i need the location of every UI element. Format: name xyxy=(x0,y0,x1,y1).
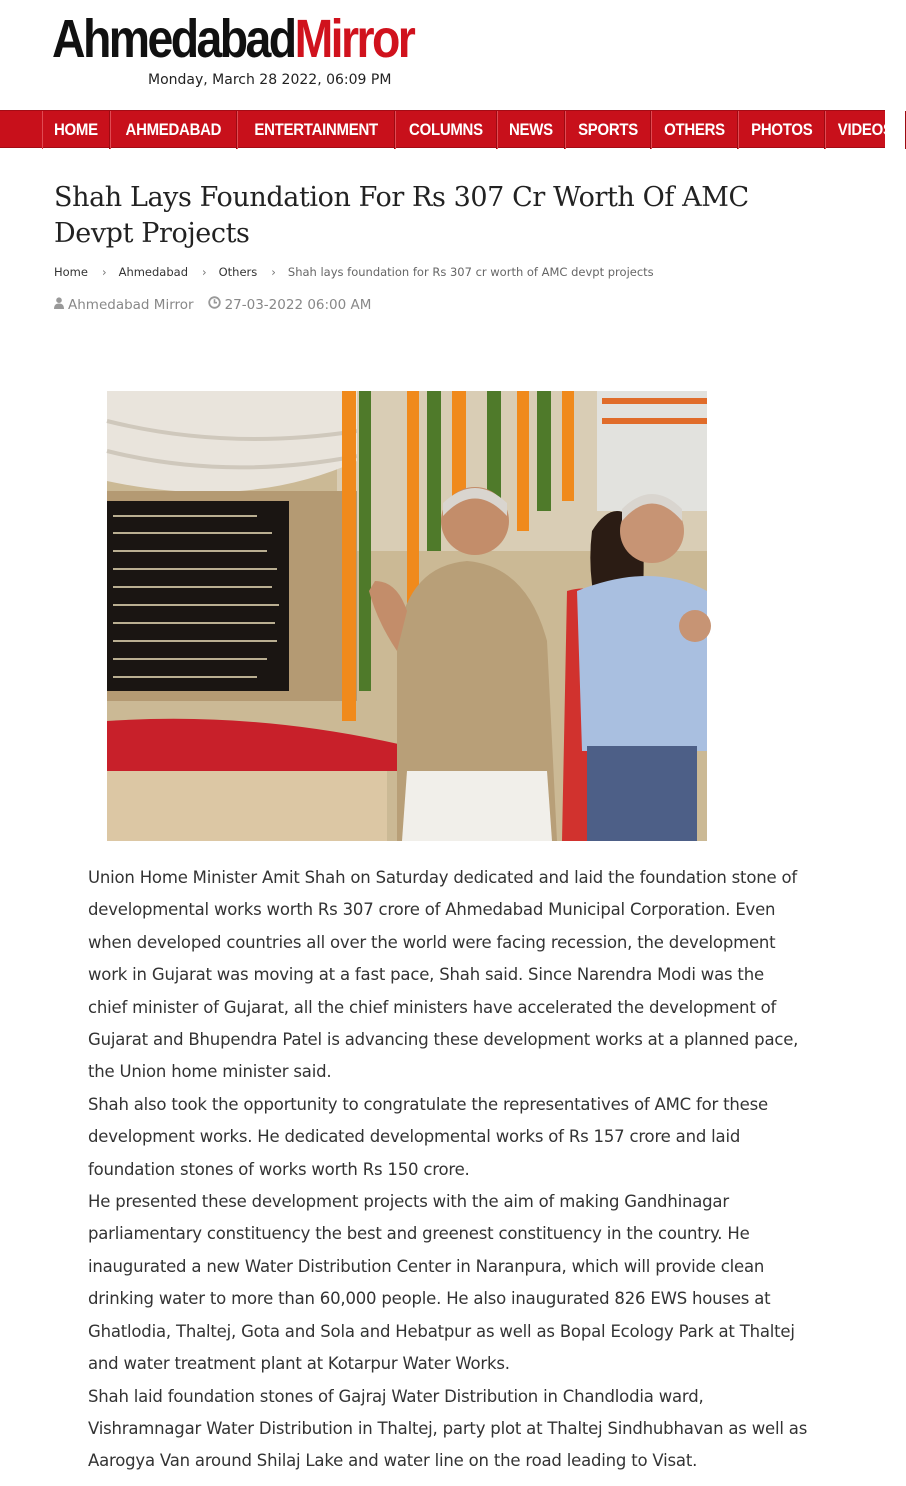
site-header xyxy=(0,0,885,110)
article-paragraph: He presented these development projects with the aim of making Gandhinagar parliamentary constituency the best and greenest constituency in the country. He inaugurated a new Water Distribution Center in Naranpura, which will provide clean drinking water to more than 60,000 people. He also inaugurated 826 EWS houses at Ghatlodia, Thaltej, Gota and Sola and Hebatpur as well as Bopal Ecology Park at Thaltej and water treatment plant at Kotarpur Water Works. xyxy=(88,1192,795,1374)
article-photo xyxy=(107,391,707,841)
chevron-right-icon: › xyxy=(271,265,276,279)
breadcrumb-ahmedabad[interactable]: Ahmedabad xyxy=(118,265,189,279)
breadcrumb-home[interactable]: Home xyxy=(54,265,88,279)
breadcrumb xyxy=(54,265,654,279)
nav-item-columns[interactable]: COLUMNS xyxy=(395,111,497,149)
user-icon xyxy=(54,297,64,313)
article-author[interactable]: Ahmedabad Mirror xyxy=(68,296,194,313)
nav-item-home[interactable]: HOME xyxy=(42,111,110,149)
article-body xyxy=(88,862,808,1478)
breadcrumb-current: Shah lays foundation for Rs 307 cr worth of AMC devpt projects xyxy=(287,265,654,279)
chevron-right-icon: › xyxy=(101,265,107,279)
article-meta xyxy=(54,296,371,313)
chevron-right-icon: › xyxy=(202,265,207,279)
nav-item-videos[interactable]: VIDEOS xyxy=(825,111,905,149)
article-datetime: 27-03-2022 06:00 AM xyxy=(224,296,372,313)
nav-item-entertainment[interactable]: ENTERTAINMENT xyxy=(237,111,395,149)
nav-item-sports[interactable]: SPORTS xyxy=(565,111,651,149)
nav-item-photos[interactable]: PHOTOS xyxy=(738,111,826,149)
nav-item-ahmedabad[interactable]: AHMEDABAD xyxy=(110,111,237,149)
article-paragraph: Shah laid foundation stones of Gajraj Water Distribution in Chandlodia ward, Vishramnagar Water Distribution in Thaltej, party plot at Thaltej Sindhubhavan as well as Aarogya Van around Shilaj Lake and water line on the road leading to Visat. xyxy=(88,1386,808,1471)
logo-text-ahmedabad: Ahmedabad xyxy=(52,9,295,69)
breadcrumb-others[interactable]: Others xyxy=(218,265,258,279)
clock-icon xyxy=(208,296,221,313)
site-logo[interactable] xyxy=(52,8,413,70)
logo-text-mirror: Mirror xyxy=(294,9,414,69)
article-paragraph: Shah also took the opportunity to congratulate the representatives of AMC for these development works. He dedicated developmental works of Rs 157 crore and laid foundation stones of works worth Rs 150 crore. xyxy=(88,1094,768,1179)
current-date: Monday, March 28 2022, 06:09 PM xyxy=(148,72,392,88)
nav-item-others[interactable]: OTHERS xyxy=(651,111,738,149)
main-navigation xyxy=(0,110,894,148)
article-title: Shah Lays Foundation For Rs 307 Cr Worth Of AMC Devpt Projects xyxy=(54,182,749,249)
nav-item-news[interactable]: NEWS xyxy=(497,111,565,149)
article-paragraph: Union Home Minister Amit Shah on Saturday dedicated and laid the foundation stone of developmental works worth Rs 307 crore of Ahmedabad Municipal Corporation. Even when developed countries all over the world were facing recession, the development work in Gujarat was moving at a fast pace, Shah said. Since Narendra Modi was the chief minister of Gujarat, all the chief ministers have accelerated the development of Gujarat and Bhupendra Patel is advancing these development works at a planned pace, the Union home minister said. xyxy=(88,868,799,1082)
